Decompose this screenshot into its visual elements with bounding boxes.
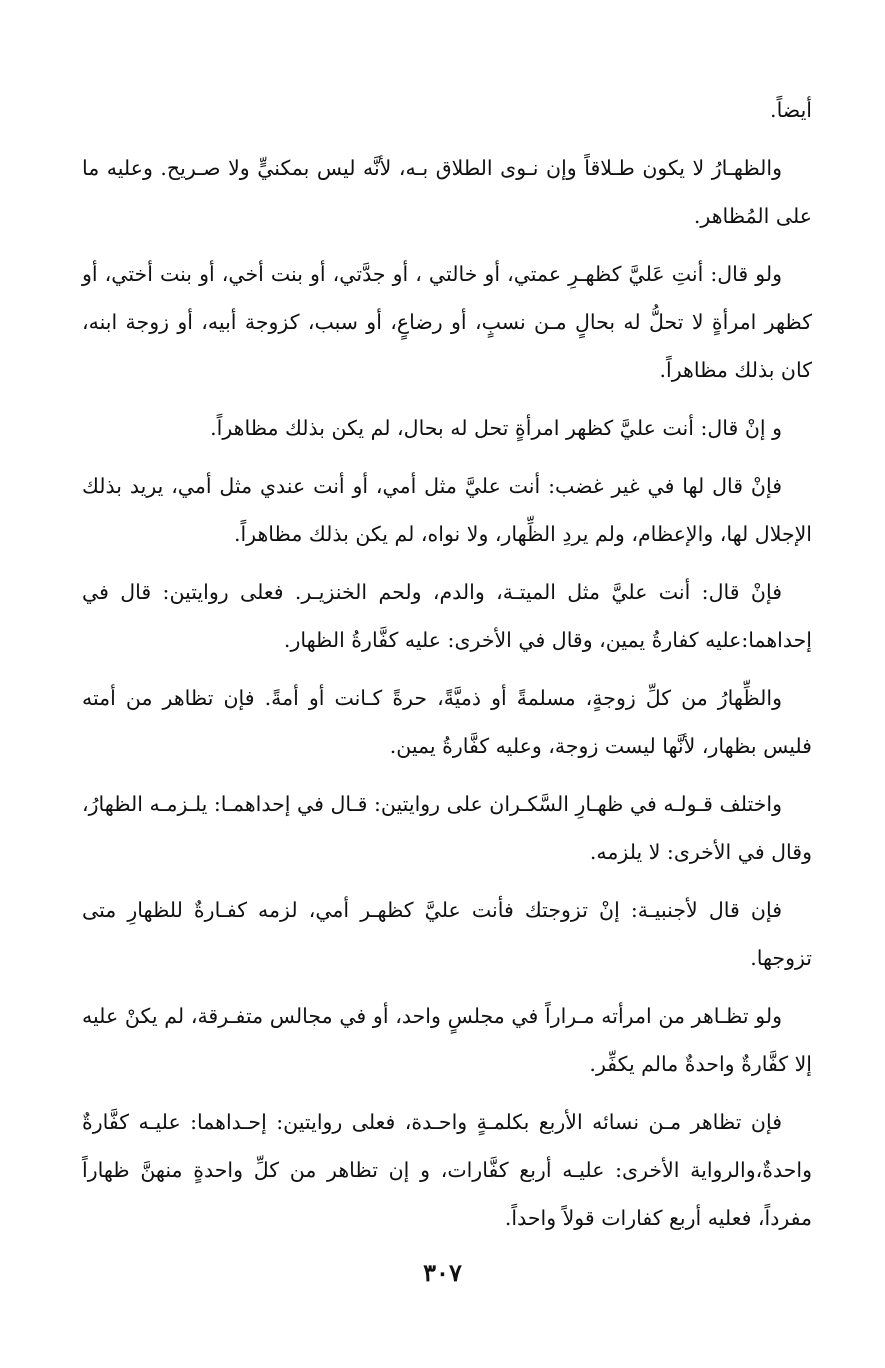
paragraph-4: و إنْ قال: أنت عليَّ كظهر امرأةٍ تحل له بحال، لم يكن بذلك مظاهراً. (210, 416, 782, 440)
paragraph-11: فإن تظاهر مـن نسائه الأربع بكلمـةٍ واحـدة، فعلى روايتين: إحـداهما: عليـه كفَّارةٌ واحدةٌ،والرواية الأخرى: عليـه أربع كفَّارات، و إن تظاهر من كلِّ واحدةٍ منهنَّ ظهاراً مفرداً، فعليه أربع كفارات قولاً واحداً. (82, 1110, 812, 1230)
page-number: ٣٠٧ (423, 1258, 462, 1287)
paragraph-10: ولو تظـاهر من امرأته مـراراً في مجلسٍ واحد، أو في مجالس متفـرقة، لم يكنْ عليه إلا كفَّارةٌ واحدةٌ مالم يكفِّر. (82, 1004, 812, 1076)
page-body (82, 86, 812, 1252)
paragraph-8: واختلف قـولـه في ظهـارِ السَّكـران على روايتين: قـال في إحداهمـا: يلـزمـه الظهارُ، وقال في الأخرى: لا يلزمه. (82, 792, 812, 864)
paragraph-6: فإنْ قال: أنت عليَّ مثل الميتـة، والدم، ولحم الخنزيـر. فعلى روايتين: قال في إحداهما:عليه كفارةُ يمين، وقال في الأخرى: عليه كفَّارةُ الظهار. (82, 580, 812, 652)
paragraph-2: والظهـارُ لا يكون طـلاقاً وإن نـوى الطلاق بـه، لأنَّه ليس بمكنيٍّ ولا صـريح. وعليه ما على المُظاهر. (82, 156, 812, 228)
paragraph-9: فإن قال لأجنبيـة: إنْ تزوجتك فأنت عليَّ كظهـر أمي، لزمه كفـارةٌ للظهارِ متى تزوجها. (82, 898, 812, 970)
paragraph-3: ولو قال: أنتِ عَليَّ كظهـرِ عمتي، أو خالتي ، أو جدَّتي، أو بنت أخي، أو بنت أختي، أو كظهر امرأةٍ لا تحلُّ له بحالٍ مـن نسبٍ، أو رضاعٍ، أو سبب، كزوجة أبيه، أو زوجة ابنه، كان بذلك مظاهراً. (82, 262, 812, 382)
paragraph-5: فإنْ قال لها في غير غضب: أنت عليَّ مثل أمي، أو أنت عندي مثل أمي، يريد بذلك الإجلال لها، والإعظام، ولم يردِ الظِّهار، ولا نواه، لم يكن بذلك مظاهراً. (82, 474, 812, 546)
paragraph-1: أيضاً. (770, 98, 812, 122)
paragraph-7: والظِّهارُ من كلِّ زوجةٍ، مسلمةً أو ذميَّةً، حرةً كـانت أو أمةً. فإن تظاهر من أمته فليس بظهار، لأنَّها ليست زوجة، وعليه كفَّارةُ يمين. (82, 686, 812, 758)
